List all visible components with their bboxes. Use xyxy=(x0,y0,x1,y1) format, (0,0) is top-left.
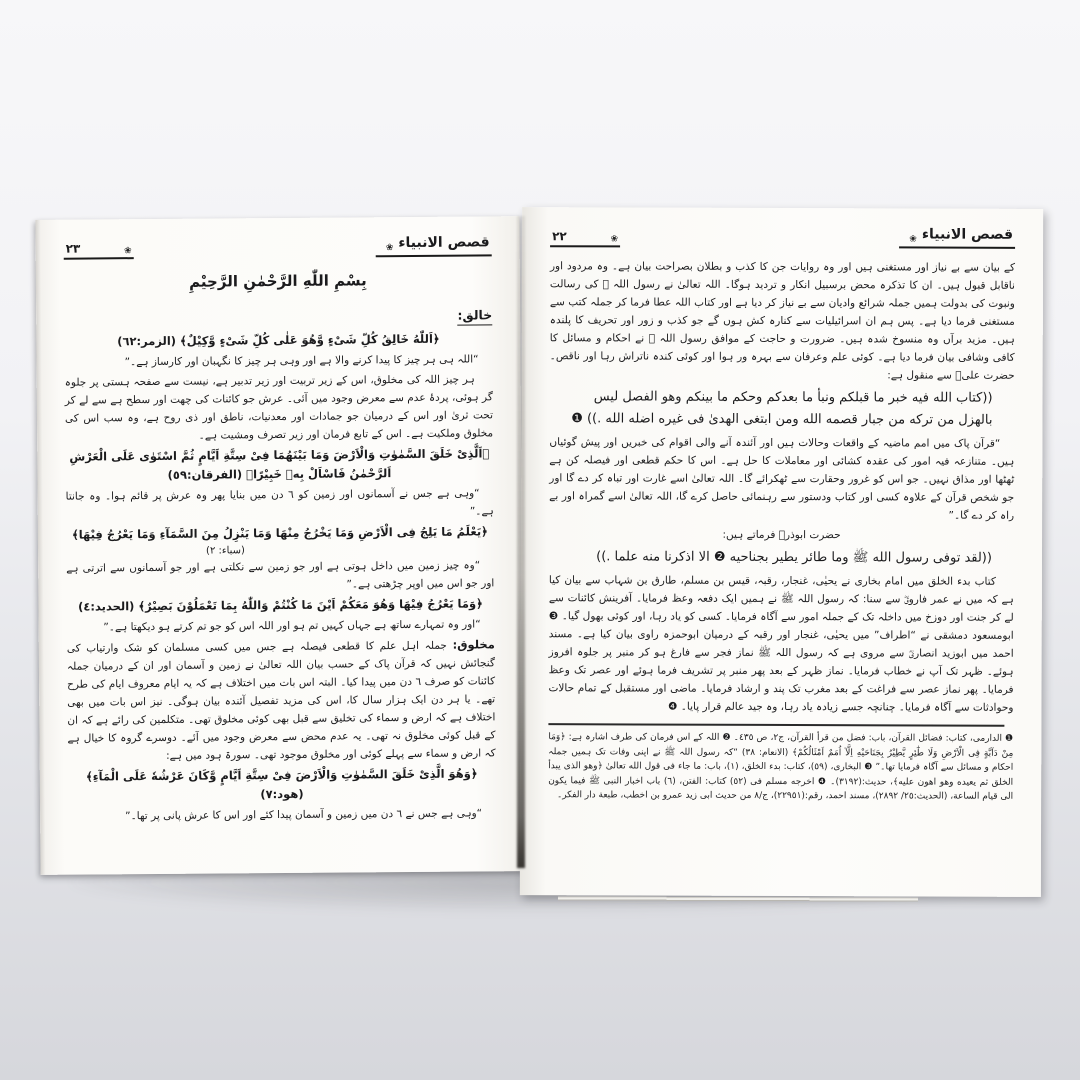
verse-translation: “اور وہ تمہارے ساتھ ہے جہاں کہیں تم ہو اور اللہ اس کو جو تم کرتے ہو دیکھتا ہے۔” xyxy=(103,618,481,634)
bismillah-calligraphy: بِسْمِ اللّٰهِ الرَّحْمٰنِ الرَّحِیْمِ xyxy=(189,271,367,291)
verse-translation: “اللہ ہی ہر چیز کا پیدا کرنے والا ہے اور وہی ہر چیز کا نگہبان اور کارساز ہے۔” xyxy=(124,353,479,369)
footnote-divider xyxy=(548,723,1004,727)
open-book xyxy=(38,206,1042,906)
footnotes: ❶ الدارمی، کتاب: فضائل القرآن، باب: فضل من قرأ القرآن، ج۲، ص ٤٣٥۔ ❷ اللہ کے اس فرمان کی طرف اشارہ ہے: ﴿وَمَا مِنْ دَآبَّةٍ فِی الْاَرْضِ وَلَا طٰٓئِرٍ یَّطِیْرُ بِجَنَاحَیْهِ اِلَّآ اُمَمٌ اَمْثَالُکُمْ﴾ (الانعام: ٣٨) “کہ رسول اللہ ﷺ نے اپنی وفات تک ہمیں جملہ احکام و مسائل سے آگاہ فرمایا تھا۔” ❸ البخاری، (٥٩)، کتاب: بدء الخلق، (١)، باب: ما جاء فی قول الله تعالیٰ ﴿وهو الذی یبدأ الخلق ثم یعیده وهو اهون علیه﴾، حدیث:(٣١٩٢)۔ ❹ اخرجه مسلم فی (٥٢) کتاب: الفتن، (٦) باب اخبار النبی ﷺ فیما یکون الی قیام الساعة، (الحدیث:٢٥/ ٢٨٩٢)، مسند احمد، رقم:(٢٢٩٥١)، ج/٨ من حدیث ابی زید عمرو بن اخطب، طبعة دار الفکر۔ xyxy=(548,732,1014,802)
verse-translation: “وہی ہے جس نے ٦ دن میں زمین و آسمان پیدا کئے اور اس کا عرش پانی پر تھا۔” xyxy=(125,807,483,823)
page-number-text: ۲۳ xyxy=(65,241,81,256)
urdu-paragraph: کتاب بدء الخلق میں امام بخاری نے یحیٰی، غنجار، رقبہ، قیس بن مسلم، طارق بن شہاب سے بیان کیا ہے کہ میں نے عمر فاروقؓ سے سنا: کہ رسول اللہ ﷺ نے ہمیں ایک دفعہ وعظ فرمایا۔ آفرینش کائنات سے لے کر جنت اور دوزخ میں داخلہ تک کے جملہ امور سے آگاہ فرمایا۔ کسی کو یاد رہا، اور کوئی بھول گیا۔ ❸ ابومسعود دمشقی نے “اطراف” میں یحیٰی، غنجار اور رقبہ کے درمیان ابوحمزہ راوی بیان کیا ہے۔ مسند احمد میں ابوزید انصاریؓ سے مروی ہے کہ رسول اللہ ﷺ نماز فجر سے فارغ ہو کر منبر پر جلوہ افروز ہوئے۔ ظہر تک آپ نے خطاب فرمایا۔ نماز ظہر کے بعد پھر منبر پر تشریف فرما ہوئے اور عصر تک وعظ فرمایا۔ پھر نماز عصر سے فراغت کے بعد مغرب تک پند و ارشاد فرمایا۔ ماضی اور مستقبل کے تمام حالات وحوادثات سے آگاہ فرمایا۔ چنانچہ جسے زیادہ یاد رہا، وہ جید عالم قرار پایا۔ ❹ xyxy=(548,574,1014,714)
page-stack-edges xyxy=(558,896,918,903)
flower-ornament-icon: ❀ xyxy=(610,234,619,245)
hadith-translation: “قرآن پاک میں امم ماضیہ کے واقعات وحالات ہیں اور آئندہ آنے والی اقوام کی خبریں اور پیش گوئیاں ہیں۔ متنازعہ فیہ امور کی عقدہ کشائی اور معاملات کا حل ہے۔ اس کا حکم قطعی اور فیصلہ کن ہے ٹھٹھا اور مذاق نہیں۔ جو اس کو غرور وحقارت سے ٹھکرائے گا۔ اللہ تعالیٰ اسے غارت اور تباہ کر دے گا اور جو شخص قرآن کے علاوہ کسی اور کتاب ودستور سے رہنمائی حاصل کرے گا، اللہ تعالیٰ اسے گمراہ اور بے راہ کر دے گا۔” xyxy=(549,436,1015,522)
hadith-arabic-quote: ((لقد توفی رسول الله ﷺ وما طائر یطیر بجناحیه ❷ الا اذکرنا منه علما .)) xyxy=(596,549,993,566)
urdu-paragraph: ہر چیز اللہ کی مخلوق، اس کے زیر تربیت اور زیر تدبیر ہے، نیست سے صفحہ ہستی پر جلوہ گر ہوئی، پردۂ عدم سے معرض وجود میں آئی۔ عرش جو کائنات کی چھت اور سطح ہے سے لے کر تحت ثریٰ اور اس کے درمیان جو جمادات اور معدنیات، ناطق اور ذی روح ہے، وہ سب اس کی مخلوق وملکیت ہے۔ اس کے تابع فرمان اور زیر تصرف ومشیت ہے۔ xyxy=(64,373,494,442)
book-gutter-shadow xyxy=(517,216,525,868)
hadith-arabic-quote: ((کتاب الله فیه خبر ما قبلکم ونبأ ما بعدکم وحکم ما بینکم وهو الفصل لیس بالهزل من ترکه من جبار قصمه الله ومن ابتغی الهدیٰ فی غیره اضله الله .)) ❶ xyxy=(571,389,993,428)
flower-ornament-icon: ❀ xyxy=(909,234,917,245)
quran-verse: ﴿وَمَا یَعْرُجُ فِیْهَا وَهُوَ مَعَکُمْ اَیْنَ مَا کُنْتُمْ وَاللّٰهُ بِمَا تَعْمَلُوْنَ بَصِیْرٌ﴾ (الحدید:٤) xyxy=(78,596,483,614)
book-title-text: قصص الانبیاء xyxy=(398,234,490,252)
quran-verse: ﴿یَعْلَمُ مَا یَلِجُ فِی الْاَرْضِ وَمَا یَخْرُجُ مِنْهَا وَمَا یَنْزِلُ مِنَ السَّمَآءِ وَمَا یَعْرُجُ فِیْهَا﴾ xyxy=(71,524,488,542)
flower-ornament-icon: ❀ xyxy=(124,246,132,257)
verse-translation: “وہ چیز زمین میں داخل ہوتی ہے اور جو زمین سے نکلتی ہے اور جو آسمانوں سے اترتی ہے اور جو اس میں اوپر چڑھتی ہے۔” xyxy=(66,559,495,591)
book-title-text: قصص الانبیاء xyxy=(921,226,1014,243)
quran-verse: ﴿وَهُوَ الَّذِیْ خَلَقَ السَّمٰوٰتِ وَالْاَرْضَ فِیْ سِتَّةِ اَیَّامٍ وَّکَانَ عَرْشُهٗ عَلَی الْمَآءِ﴾ (هود:٧) xyxy=(85,766,478,802)
urdu-paragraph: کے بیان سے بے نیاز اور مستغنی ہیں اور وہ روایات جن کا کذب و بطلان بصراحت بیان ہے۔ وہ مردود اور ناقابل قبول ہیں۔ ان کا تذکرہ محض برسبیل انکار و تردید ہوگا۔ اللہ تعالیٰ نے رسول اللہ ﷺ کی رسالت ونبوت کی بدولت ہمیں جملہ شرائع وادیان سے بے نیاز کر دیا ہے اور کتاب اللہ عطا فرما کر جملہ کتب سے مستغنی فرما دیا ہے۔ پس ہم ان اسرائیلیات سے کنارہ کش ہوں گے جو کذب و زور اور تحریف کا پلندہ ہیں۔ مزید برآں وہ منسوخ شدہ ہیں۔ ضرورت و حاجت کے موافق رسول اللہ ﷺ نے احکام و مسائل کا کافی وشافی بیان فرما دیا ہے۔ کوئی علم وعرفان سے بہرہ ور ہوا اور کوئی کندہ ناتراش رہا اور ناقص۔ حضرت علیؓ سے منقول ہے: xyxy=(549,260,1016,382)
verse-translation: “وہی ہے جس نے آسمانوں اور زمین کو ٦ دن میں بنایا پھر وہ عرش پر قائم ہوا۔ وہ جانتا ہے۔” xyxy=(65,487,494,518)
running-head-title xyxy=(899,226,1015,248)
running-head-title xyxy=(376,234,492,257)
left-page-header xyxy=(64,234,492,259)
narrator-line: حضرت ابوذرؓ فرماتے ہیں: xyxy=(722,528,841,542)
inline-heading-makhluq: مخلوق: xyxy=(452,637,495,652)
page-number-right xyxy=(550,230,620,247)
verse-reference: (سباء: ٢) xyxy=(205,545,245,557)
paragraph-text: جملہ اہل علم کا قطعی فیصلہ ہے جس میں کسی مسلمان کو شک وارتیاب کی گنجائش نہیں کہ قرآن پاک کے حسب بیان اللہ تعالیٰ نے زمین و آسمان اور ان کے درمیان جملہ کائنات کو صرف ٦ دن میں پیدا کیا۔ البتہ اس بات میں اختلاف ہے کہ یہ ایام معروف ایام کی طرح تھے۔ یا ہر دن ایک ہزار سال کا، اس کی مزید تفصیل آئندہ بیان ہوگی۔ نیز اس بات میں بھی اختلاف ہے کہ ارض و سماء کی تخلیق سے قبل بھی کوئی مخلوق تھی۔ متکلمین کی رائے ہے کہ ان کے قبل کوئی مخلوق نہ تھی۔ یہ عدم محض سے معرض وجود میں آئے۔ دوسرے گروہ کا خیال ہے کہ ارض و سماء سے پہلے کوئی اور مخلوق موجود تھی۔ سورۃ ہود میں ہے: xyxy=(66,639,496,762)
flower-ornament-icon: ❀ xyxy=(385,243,394,254)
page-number-text: ۲۲ xyxy=(552,229,567,244)
quran-verse: ﴿اَللّٰهُ خَالِقُ کُلِّ شَیْءٍ وَّهُوَ عَلٰی کُلِّ شَیْءٍ وَّکِیْلٌ﴾ (الزمر:٦٢) xyxy=(117,331,440,349)
urdu-paragraph-makhluq xyxy=(67,635,496,765)
right-page-header xyxy=(550,225,1015,249)
right-page xyxy=(520,207,1043,897)
page-number-left xyxy=(64,242,134,260)
left-page xyxy=(35,216,524,875)
section-heading-khaliq: خالق: xyxy=(64,304,492,328)
quran-verse: ﴿اَلَّذِیْ خَلَقَ السَّمٰوٰتِ وَالْاَرْضَ وَمَا بَیْنَهُمَا فِیْ سِتَّةِ اَیَّامٍ ثُمَّ اسْتَوٰی عَلَی الْعَرْشِ اَلرَّحْمٰنُ فَاسْاَلْ بِهٖ خَبِیْرًا﴾ (الفرقان:٥٩) xyxy=(69,446,490,482)
